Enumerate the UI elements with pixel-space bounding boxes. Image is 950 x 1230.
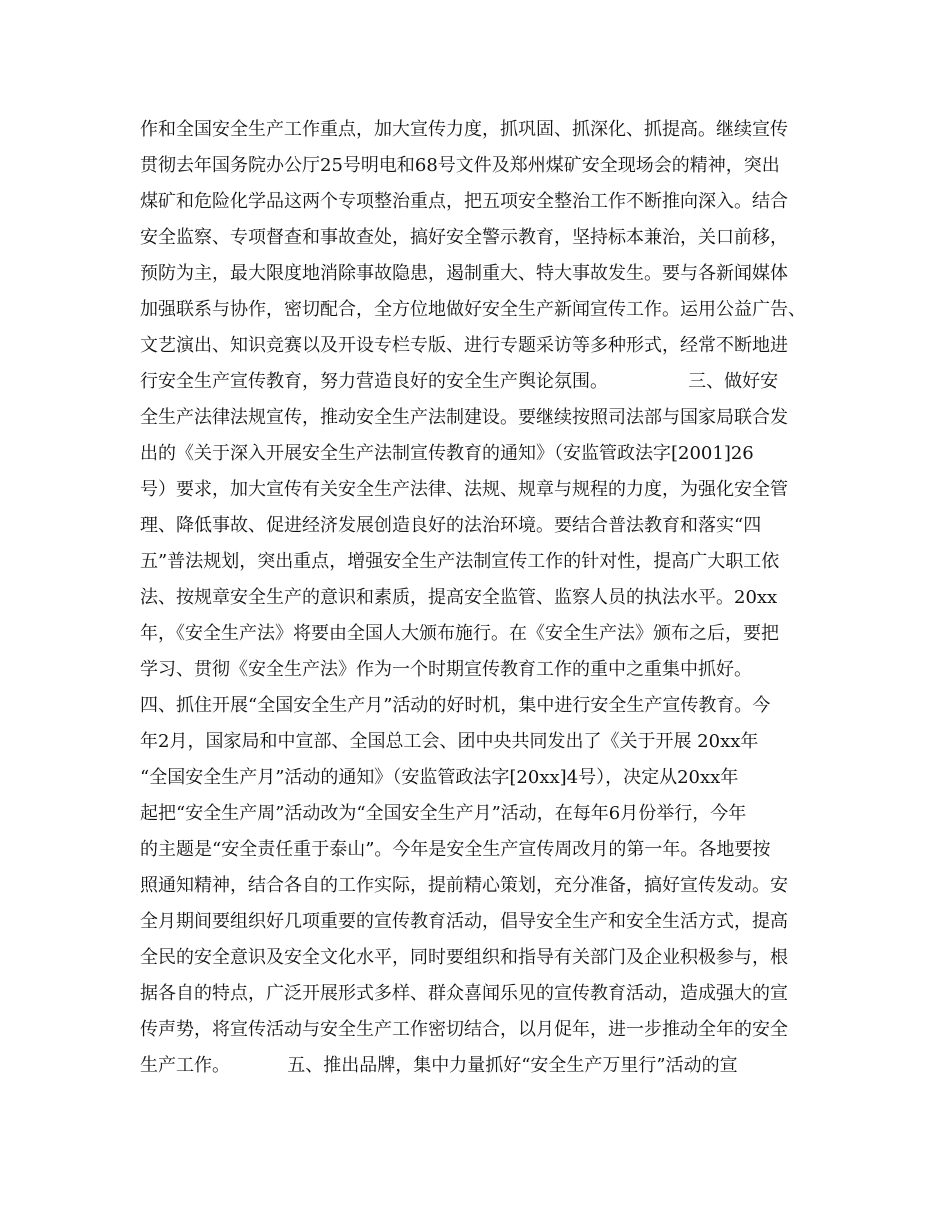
- text-line: 作和全国安全生产工作重点，加大宣传力度，抓巩固、抓深化、抓提高。继续宣传: [140, 119, 788, 140]
- text-line: 的主题是“安全责任重于泰山”。今年是安全生产宣传周改月的第一年。各地要按: [140, 839, 771, 860]
- text-line: 贯彻去年国务院办公厅25号明电和68号文件及郑州煤矿安全现场会的精神，突出: [140, 155, 780, 176]
- text-line: 号）要求，加大宣传有关安全生产法律、法规、规章与规程的力度，为强化安全管: [140, 479, 788, 500]
- text-line: 预防为主，最大限度地消除事故隐患，遏制重大、特大事故发生。要与各新闻媒体: [140, 263, 788, 284]
- text-line: 法、按规章安全生产的意识和素质，提高安全监管、监察人员的执法水平。20xx: [140, 587, 778, 608]
- text-line: 年，《安全生产法》将要由全国人大颁布施行。在《安全生产法》颁布之后，要把: [140, 623, 779, 644]
- text-line: 理、降低事故、促进经济发展创造良好的法治环境。要结合普法教育和落实“四: [140, 515, 762, 536]
- text-line: 文艺演出、知识竞赛以及开设专栏专版、进行专题采访等多种形式，经常不断地进: [140, 335, 788, 356]
- text-line: 加强联系与协作，密切配合，全方位地做好安全生产新闻宣传工作。运用公益广告、: [140, 299, 806, 320]
- text-line: 年2月，国家局和中宣部、全国总工会、团中央共同发出了《关于开展 20xx年: [140, 731, 759, 752]
- text-line: 全生产法律法规宣传，推动安全生产法制建设。要继续按照司法部与国家局联合发: [140, 407, 788, 428]
- text-line: 出的《关于深入开展安全生产法制宣传教育的通知》（安监管政法字[2001]26: [140, 443, 754, 464]
- text-line: 生产工作。 五、推出品牌，集中力量抓好“安全生产万里行”活动的宣: [140, 1055, 738, 1076]
- text-line: 全民的安全意识及安全文化水平，同时要组织和指导有关部门及企业积极参与，根: [140, 947, 788, 968]
- text-line: 学习、贯彻《安全生产法》作为一个时期宣传教育工作的重中之重集中抓好。: [140, 659, 752, 680]
- text-line: 五”普法规划，突出重点，增强安全生产法制宣传工作的针对性，提高广大职工依: [140, 551, 780, 572]
- text-line: 起把“安全生产周”活动改为“全国安全生产月”活动，在每年6月份举行，今年: [140, 803, 747, 824]
- text-line: 传声势，将宣传活动与安全生产工作密切结合，以月促年，进一步推动全年的安全: [140, 1019, 788, 1040]
- text-line: “全国安全生产月”活动的通知》（安监管政法字[20xx]4号），决定从20xx年: [140, 767, 739, 788]
- text-line: 安全监察、专项督查和事故查处，搞好安全警示教育，坚持标本兼治，关口前移，: [140, 227, 788, 248]
- text-line: 据各自的特点，广泛开展形式多样、群众喜闻乐见的宣传教育活动，造成强大的宣: [140, 983, 788, 1004]
- text-line: 行安全生产宣传教育，努力营造良好的安全生产舆论氛围。 三、做好安: [140, 371, 779, 392]
- text-line: 照通知精神，结合各自的工作实际，提前精心策划，充分准备，搞好宣传发动。安: [140, 875, 788, 896]
- body-text: [140, 112, 830, 1084]
- text-line: 全月期间要组织好几项重要的宣传教育活动，倡导安全生产和安全生活方式，提高: [140, 911, 788, 932]
- text-line: 四、抓住开展“全国安全生产月”活动的好时机，集中进行安全生产宣传教育。今: [140, 695, 771, 716]
- text-line: 煤矿和危险化学品这两个专项整治重点，把五项安全整治工作不断推向深入。结合: [140, 191, 788, 212]
